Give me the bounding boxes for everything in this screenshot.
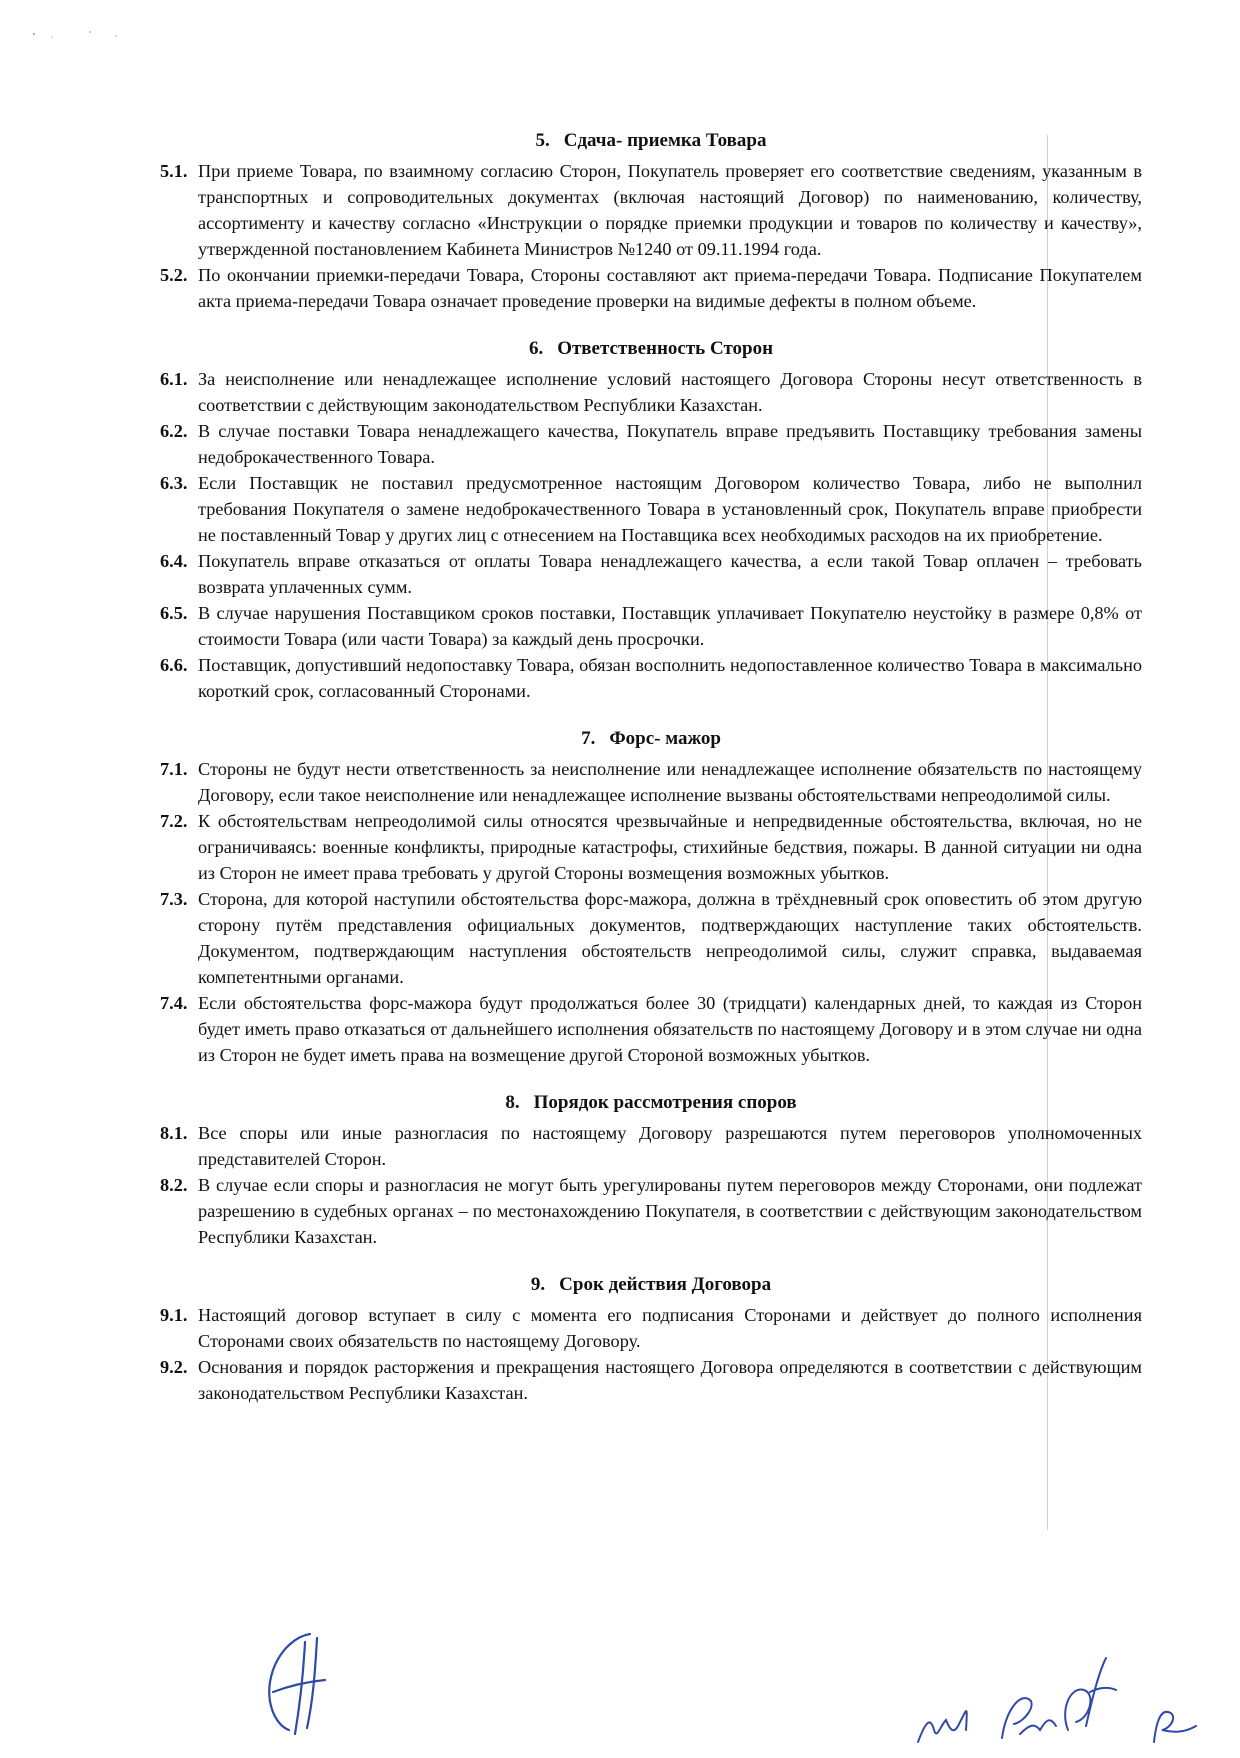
clause: [160, 470, 1142, 548]
section-disputes: [160, 1090, 1142, 1250]
clause: [160, 886, 1142, 990]
clause-text: В случае нарушения Поставщиком сроков поставки, Поставщик уплачивает Покупателю неустойку в размере 0,8% от стоимости Товара (или части Товара) за каждый день просрочки.: [198, 603, 1142, 649]
clause-number: 5.1.: [160, 161, 188, 181]
section-title: 7. Форс- мажор: [581, 728, 721, 749]
clause: [160, 1354, 1142, 1406]
clause-text: Основания и порядок расторжения и прекращения настоящего Договора определяются в соответствии с действующим законодательством Республики Казахстан.: [198, 1357, 1142, 1403]
clause-number: 7.2.: [160, 811, 188, 831]
clause: [160, 418, 1142, 470]
clause-text: Поставщик, допустивший недопоставку Товара, обязан восполнить недопоставленное количество Товара в максимально короткий срок, согласованный Сторонами.: [198, 655, 1142, 701]
clause: [160, 1172, 1142, 1250]
clause: [160, 1120, 1142, 1172]
section-title: 5. Сдача- приемка Товара: [535, 130, 767, 151]
section-acceptance: [160, 128, 1142, 314]
clause-text: При приеме Товара, по взаимному согласию Сторон, Покупатель проверяет его соответствие сведениям, указанным в транспортных и сопроводительных документах (включая настоящий Договор) по наименованию, количеству, ассортименту и качеству согласно «Инструкции о порядке приемки продукции и товаров по количеству и качеству», утвержденной постановлением Кабинета Министров №1240 от 09.11.1994 года.: [198, 161, 1142, 259]
clause-number: 8.2.: [160, 1175, 188, 1195]
clause-text: Стороны не будут нести ответственность за неисполнение или ненадлежащее исполнение обязательств по настоящему Договору, если такое неисполнение или ненадлежащее исполнение вызваны обстоятельствами непреодолимой силы.: [198, 759, 1142, 805]
clause-text: В случае если споры и разногласия не могут быть урегулированы путем переговоров между Сторонами, они подлежат разрешению в судебных органах – по местонахождению Покупателя, в соответствии с действующим законодательством Республики Казахстан.: [198, 1175, 1142, 1247]
section-term: [160, 1272, 1142, 1406]
clause-text: Настоящий договор вступает в силу с момента его подписания Сторонами и действует до полного исполнения Сторонами своих обязательств по настоящему Договору.: [198, 1305, 1142, 1351]
contract-page: [160, 128, 1142, 1428]
clause-number: 7.1.: [160, 759, 188, 779]
signature-right: [910, 1630, 1210, 1758]
clause: [160, 158, 1142, 262]
clause-text: К обстоятельствам непреодолимой силы относятся чрезвычайные и непредвиденные обстоятельства, включая, но не ограничиваясь: военные конфликты, природные катастрофы, стихийные бедствия, пожары. В данной ситуации ни одна из Сторон не имеет права требовать у другой Стороны возмещения возможных убытков.: [198, 811, 1142, 883]
clause-text: Если обстоятельства форс-мажора будут продолжаться более 30 (тридцати) календарных дней, то каждая из Сторон будет иметь право отказаться от дальнейшего исполнения обязательств по настоящему Договору и в этом случае ни одна из Сторон не будет иметь права на возмещение другой Стороной возможных убытков.: [198, 993, 1142, 1065]
clause-number: 8.1.: [160, 1123, 188, 1143]
clause: [160, 808, 1142, 886]
clause-number: 9.1.: [160, 1305, 188, 1325]
section-title: 8. Порядок рассмотрения споров: [505, 1092, 797, 1113]
section-liability: [160, 336, 1142, 704]
clause-number: 9.2.: [160, 1357, 188, 1377]
clause-text: По окончании приемки-передачи Товара, Стороны составляют акт приема-передачи Товара. Подписание Покупателем акта приема-передачи Товара означает проведение проверки на видимые дефекты в полном объеме.: [198, 265, 1142, 311]
clause-text: Покупатель вправе отказаться от оплаты Товара ненадлежащего качества, а если такой Товар оплачен – требовать возврата уплаченных сумм.: [198, 551, 1142, 597]
clause-number: 5.2.: [160, 265, 188, 285]
clause: [160, 262, 1142, 314]
clause-number: 6.3.: [160, 473, 188, 493]
clause: [160, 600, 1142, 652]
clause-text: Сторона, для которой наступили обстоятельства форс-мажора, должна в трёхдневный срок оповестить об этом другую сторону путём представления официальных документов, подтверждающих наступление таких обстоятельств. Документом, подтверждающим наступления обстоятельств непреодолимой силы, служит справка, выдаваемая компетентными органами.: [198, 889, 1142, 987]
clause-text: За неисполнение или ненадлежащее исполнение условий настоящего Договора Стороны несут ответственность в соответствии с действующим законодательством Республики Казахстан.: [198, 369, 1142, 415]
clause: [160, 1302, 1142, 1354]
clause-number: 6.1.: [160, 369, 188, 389]
clause-number: 6.2.: [160, 421, 188, 441]
scan-specks: [30, 28, 130, 42]
clause-number: 7.3.: [160, 889, 188, 909]
clause-number: 6.5.: [160, 603, 188, 623]
clause-text: В случае поставки Товара ненадлежащего качества, Покупатель вправе предъявить Поставщику требования замены недоброкачественного Товара.: [198, 421, 1142, 467]
clause: [160, 366, 1142, 418]
clause: [160, 990, 1142, 1068]
section-title: 9. Срок действия Договора: [530, 1274, 772, 1295]
clause-number: 7.4.: [160, 993, 188, 1013]
section-title: 6. Ответственность Сторон: [528, 338, 774, 359]
clause-number: 6.6.: [160, 655, 188, 675]
clause: [160, 548, 1142, 600]
clause-text: Если Поставщик не поставил предусмотренное настоящим Договором количество Товара, либо не выполнил требования Покупателя о замене недоброкачественного Товара в установленный срок, Покупатель вправе приобрести не поставленный Товар у других лиц с отнесением на Поставщика всех необходимых расходов на их приобретение.: [198, 473, 1142, 545]
section-force-majeure: [160, 726, 1142, 1068]
clause: [160, 652, 1142, 704]
clause-text: Все споры или иные разногласия по настоящему Договору разрешаются путем переговоров уполномоченных представителей Сторон.: [198, 1123, 1142, 1169]
signature-left: [255, 1630, 335, 1745]
clause: [160, 756, 1142, 808]
clause-number: 6.4.: [160, 551, 188, 571]
